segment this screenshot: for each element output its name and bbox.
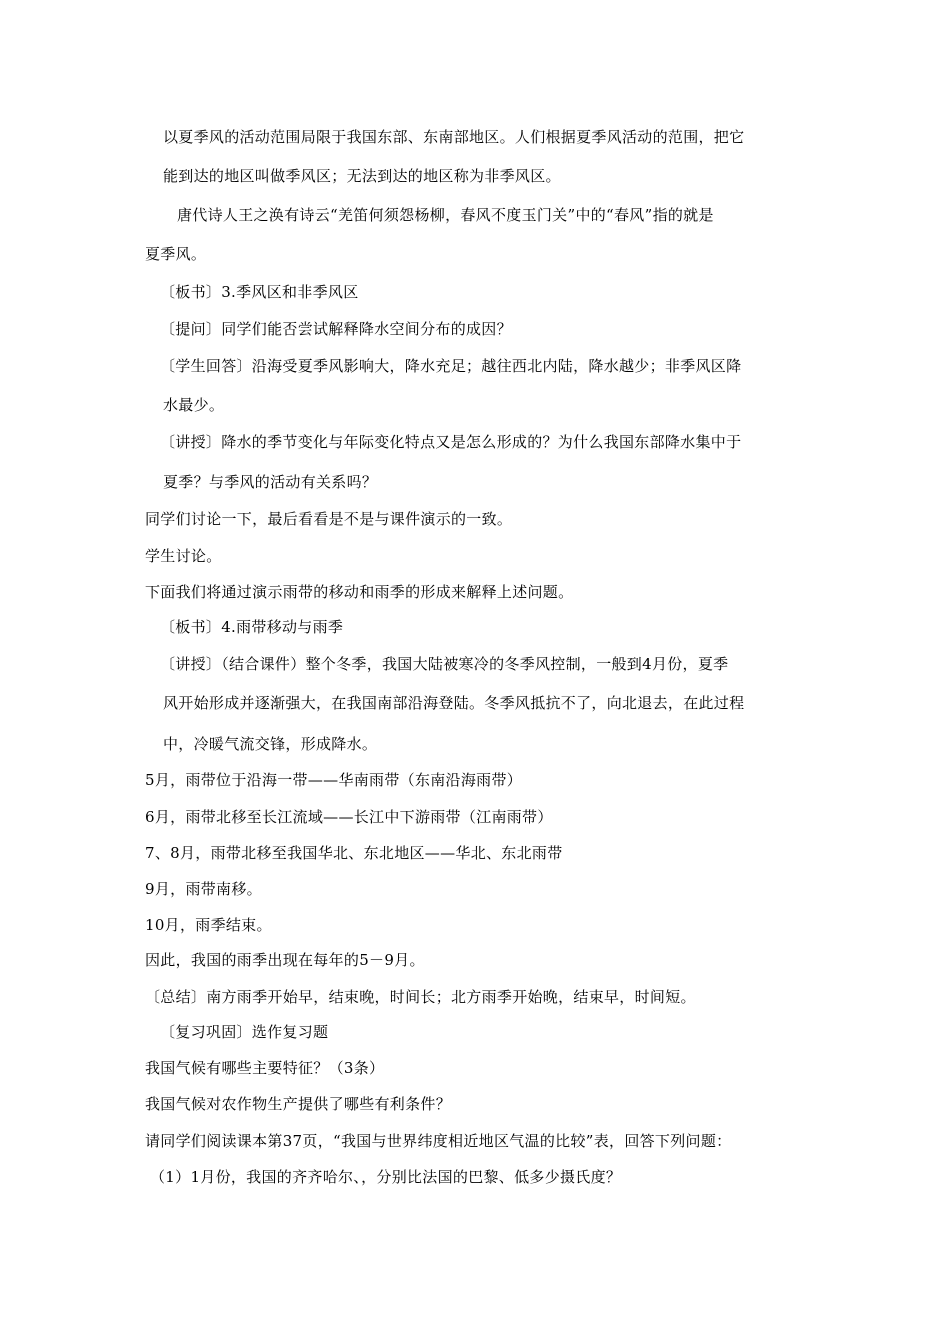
paragraph-line: 夏季？与季风的活动有关系吗？ <box>163 473 378 491</box>
student-answer-line: 〔学生回答〕沿海受夏季风影响大，降水充足；越往西北内陆，降水越少；非季风区降 <box>160 357 742 375</box>
rain-belt-may: 5月，雨带位于沿海一带——华南雨带（东南沿海雨带） <box>145 771 523 789</box>
review-heading: 〔复习巩固〕选作复习题 <box>160 1023 329 1041</box>
review-question: 我国气候对农作物生产提供了哪些有利条件？ <box>145 1095 452 1113</box>
paragraph-line: 下面我们将通过演示雨带的移动和雨季的形成来解释上述问题。 <box>145 583 574 601</box>
paragraph-line: 中，冷暖气流交锋，形成降水。 <box>163 735 378 753</box>
board-note-heading: 〔板书〕4.雨带移动与雨季 <box>160 618 344 636</box>
lecture-line: 〔讲授〕（结合课件）整个冬季，我国大陆被寒冷的冬季风控制，一般到4月份，夏季 <box>160 655 729 673</box>
question-line: 〔提问〕同学们能否尝试解释降水空间分布的成因？ <box>160 320 512 338</box>
reading-instruction: 请同学们阅读课本第37页，“我国与世界纬度相近地区气温的比较”表，回答下列问题： <box>145 1132 732 1150</box>
paragraph-line: 同学们讨论一下，最后看看是不是与课件演示的一致。 <box>145 510 513 528</box>
paragraph-line: 风开始形成并逐渐强大，在我国南部沿海登陆。冬季风抵抗不了，向北退去，在此过程 <box>163 694 745 712</box>
paragraph-line: 能到达的地区叫做季风区；无法到达的地区称为非季风区。 <box>163 167 561 185</box>
rain-belt-july-august: 7、8月，雨带北移至我国华北、东北地区——华北、东北雨带 <box>145 844 563 862</box>
lecture-line: 〔讲授〕降水的季节变化与年际变化特点又是怎么形成的？为什么我国东部降水集中于 <box>160 433 742 451</box>
paragraph-line: 学生讨论。 <box>145 547 222 565</box>
rain-belt-june: 6月，雨带北移至长江流域——长江中下游雨带（江南雨带） <box>145 808 553 826</box>
paragraph-line: 水最少。 <box>163 396 225 414</box>
review-question: 我国气候有哪些主要特征？（3条） <box>145 1059 385 1077</box>
paragraph-line: 唐代诗人王之涣有诗云“羌笛何须怨杨柳，春风不度玉门关”中的“春风”指的就是 <box>177 206 714 224</box>
rain-belt-october: 10月，雨季结束。 <box>145 916 272 934</box>
rain-belt-september: 9月，雨带南移。 <box>145 880 262 898</box>
summary-line: 〔总结〕南方雨季开始早，结束晚，时间长；北方雨季开始晚，结束早，时间短。 <box>145 988 696 1006</box>
paragraph-line: 夏季风。 <box>145 245 207 263</box>
paragraph-line: 因此，我国的雨季出现在每年的5－9月。 <box>145 951 425 969</box>
paragraph-line: 以夏季风的活动范围局限于我国东部、东南部地区。人们根据夏季风活动的范围，把它 <box>163 128 745 146</box>
board-note-heading: 〔板书〕3.季风区和非季风区 <box>160 283 359 301</box>
sub-question: （1）1月份，我国的齐齐哈尔、，分别比法国的巴黎、低多少摄氏度？ <box>150 1168 622 1186</box>
